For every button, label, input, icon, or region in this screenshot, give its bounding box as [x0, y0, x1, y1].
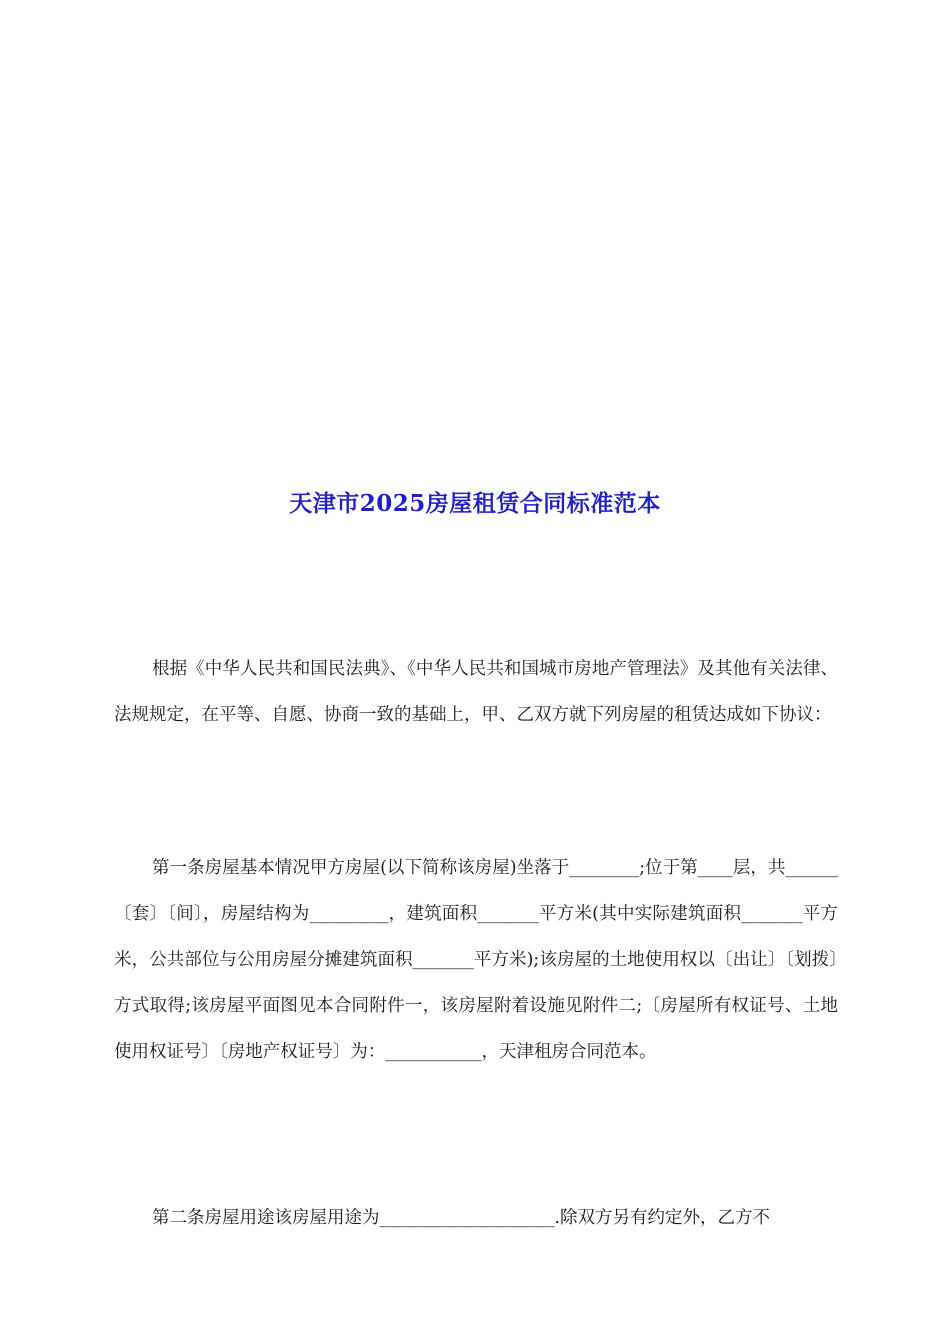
paragraph-preamble: 根据《中华人民共和国民法典》、《中华人民共和国城市房地产管理法》及其他有关法律、法规规定，在平等、自愿、协商一致的基础上，甲、乙双方就下列房屋的租赁达成如下协议：: [114, 659, 838, 725]
paragraph-article-1: 第一条房屋基本情况甲方房屋(以下简称该房屋)坐落于________;位于第____层，共______〔套〕〔间〕，房屋结构为_________，建筑面积_______平方米(其中实际建筑面积_______平方米，公共部位与公用房屋分摊建筑面积_______平方米);该房屋的土地使用权以〔出让〕〔划拨〕方式取得;该房屋平面图见本合同附件一，该房屋附着设施见附件二;〔房屋所有权证号、土地使用权证号〕〔房地产权证号〕为：___________，天津租房合同范本。: [114, 858, 838, 1062]
document-title: 天津市2025房屋租赁合同标准范本: [289, 490, 661, 517]
paragraph-article-2: 第二条房屋用途该房屋用途为____________________.除双方另有约定外，乙方不: [152, 1208, 771, 1228]
